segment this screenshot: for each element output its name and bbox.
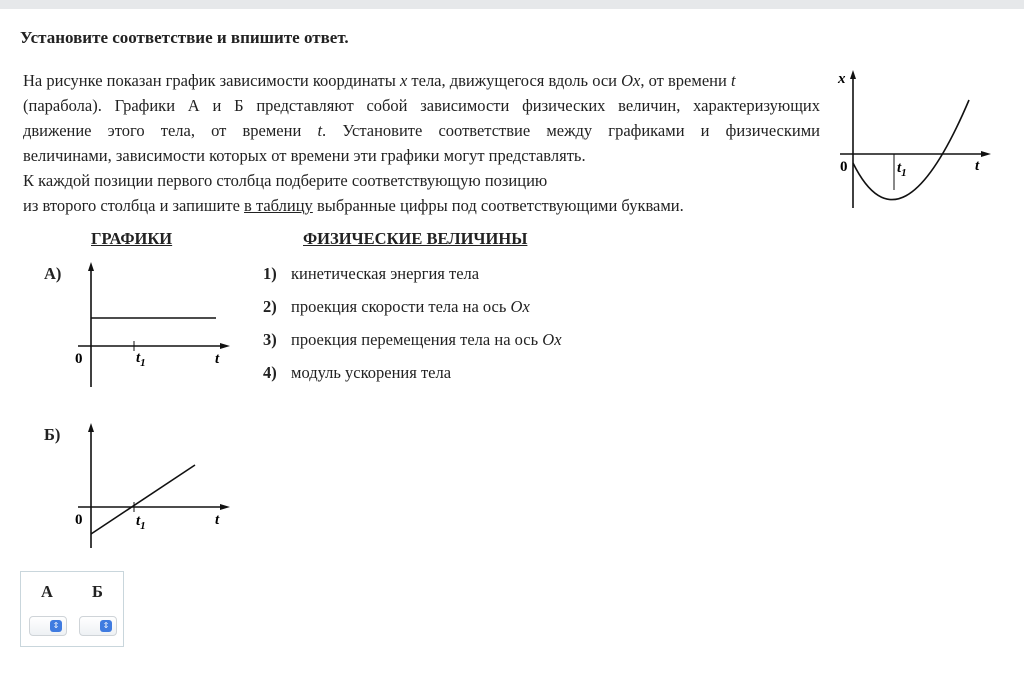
- problem-line-1: На рисунке показан график зависимости координаты x тела, движущегося вдоль оси Ox, от времени t: [23, 71, 736, 90]
- answer-a-select[interactable]: [29, 616, 67, 636]
- graph-a-x-label: t: [215, 351, 220, 367]
- graph-b-origin: 0: [75, 512, 83, 528]
- graph-a-origin: 0: [75, 351, 83, 367]
- main-origin-label: 0: [840, 159, 848, 175]
- graph-b-label: Б): [44, 425, 61, 444]
- graph-a-x-arrow: [220, 343, 230, 349]
- main-parabola-curve: [853, 100, 969, 200]
- problem-text: [23, 68, 820, 218]
- chevron-updown-icon: ⇕: [50, 620, 62, 632]
- graph-b-x-label: t: [215, 512, 220, 528]
- option-3: 3) проекция перемещения тела на ось Ox: [263, 330, 562, 349]
- problem-line-6: из второго столбца и запишите в таблицу выбранные цифры под соответствующими буквами.: [23, 196, 684, 215]
- graph-a: [70, 257, 235, 392]
- option-1: 1) кинетическая энергия тела: [263, 264, 480, 283]
- graph-b-x-arrow: [220, 504, 230, 510]
- graph-b-y-arrow: [88, 423, 94, 432]
- graphs-header: ГРАФИКИ: [91, 229, 173, 248]
- answer-col-a-header: А: [41, 582, 53, 601]
- main-y-arrow: [850, 70, 856, 79]
- top-bar: [0, 0, 1024, 9]
- problem-line-5: К каждой позиции первого столбца подберите соответствующую позицию: [23, 171, 548, 190]
- graph-a-label: А): [44, 264, 62, 283]
- main-parabola-graph: [830, 68, 1000, 213]
- main-t1-label: $t_1$: [897, 160, 907, 179]
- graph-a-y-arrow: [88, 262, 94, 271]
- quantities-header: ФИЗИЧЕСКИЕ ВЕЛИЧИНЫ: [303, 229, 528, 248]
- problem-line-4: величинами, зависимости которых от времени эти графики могут представлять.: [23, 146, 586, 165]
- graph-a-t1-label: $t_1$: [136, 350, 146, 369]
- answer-col-b-header: Б: [92, 582, 103, 601]
- graph-b-t1-label: $t_1$: [136, 513, 146, 532]
- table-link[interactable]: в таблицу: [244, 196, 313, 215]
- option-2: 2) проекция скорости тела на ось Ox: [263, 297, 530, 316]
- problem-line-2: (парабола). Графики А и Б представляют собой зависимости физических величин, характеризующих: [23, 96, 820, 115]
- instruction-heading: Установите соответствие и впишите ответ.: [20, 28, 349, 47]
- main-x-label: t: [975, 158, 980, 174]
- problem-line-3: движение этого тела, от времени t. Установите соответствие между графиками и физическими: [23, 121, 821, 140]
- main-x-arrow: [981, 151, 991, 157]
- answer-table: [20, 571, 124, 647]
- chevron-updown-icon: ⇕: [100, 620, 112, 632]
- main-y-label: x: [838, 71, 846, 87]
- answer-b-select[interactable]: [79, 616, 117, 636]
- option-4: 4) модуль ускорения тела: [263, 363, 452, 382]
- graph-b: [70, 418, 235, 553]
